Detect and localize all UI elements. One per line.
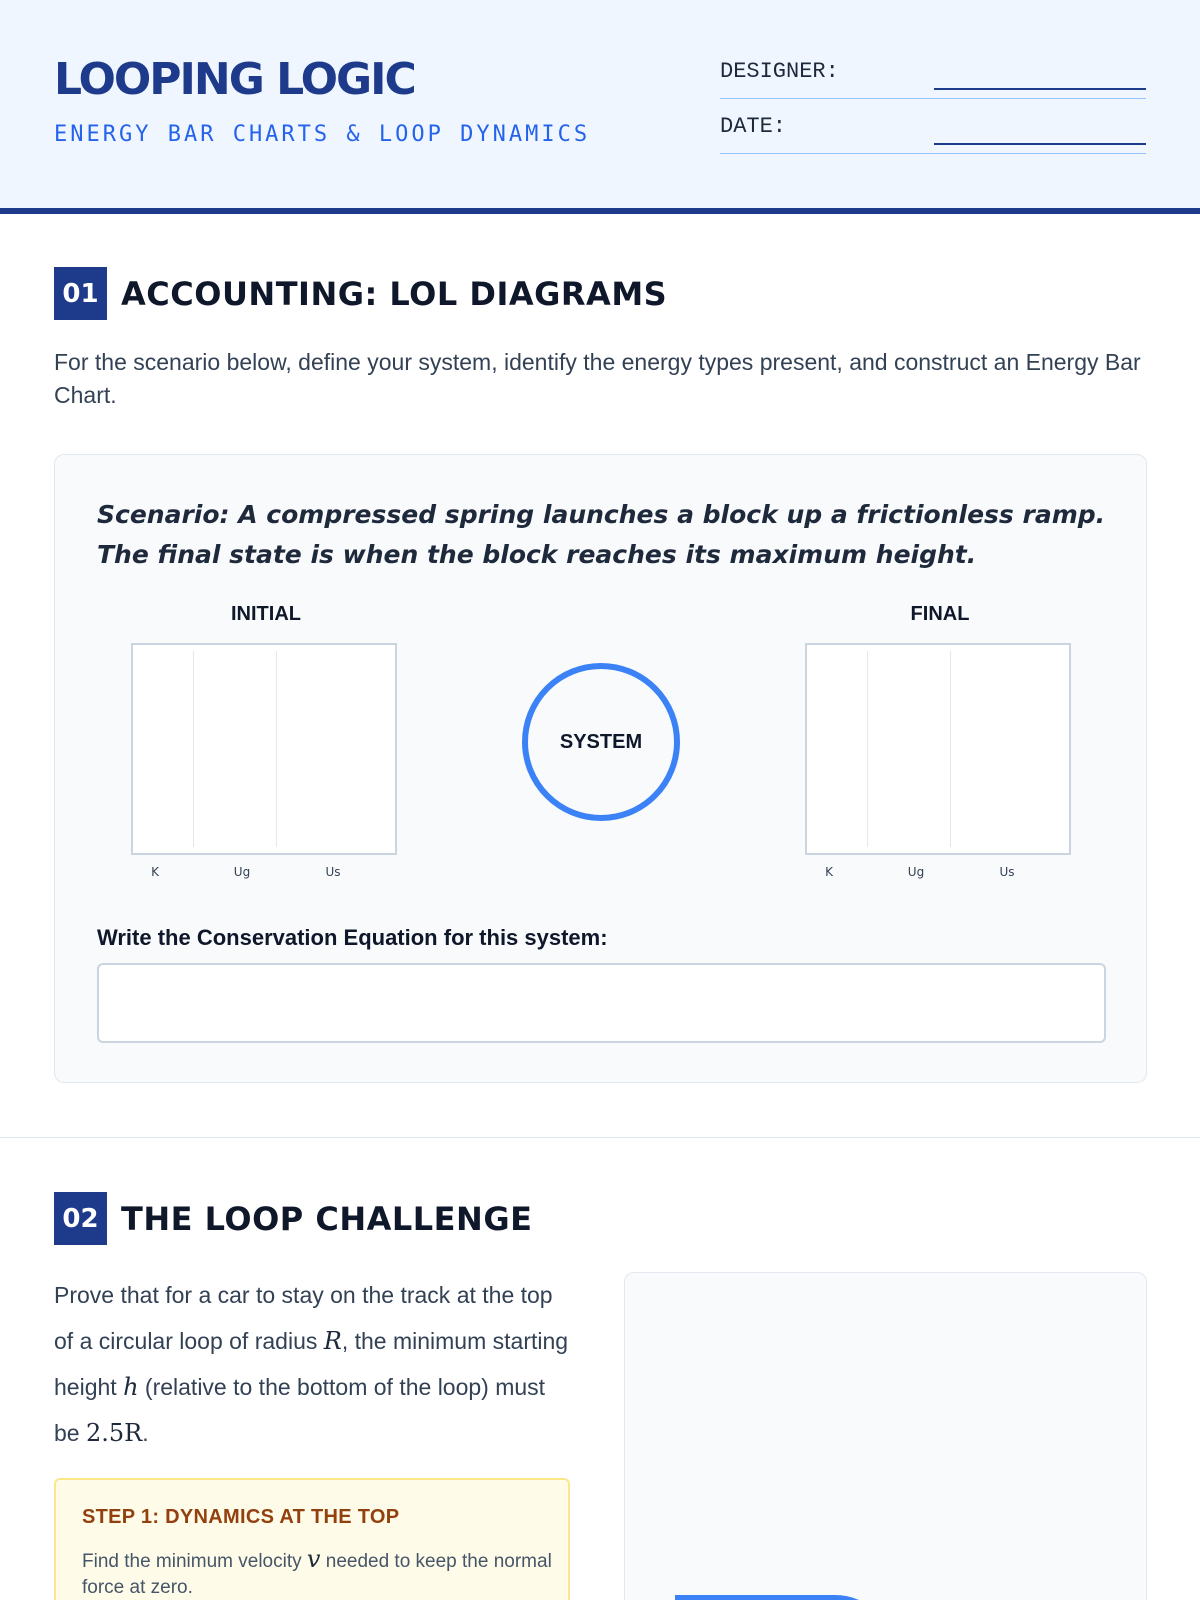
designer-blank[interactable] (934, 88, 1146, 90)
designer-label: DESIGNER: (720, 59, 839, 84)
initial-tick-ug: Ug (233, 865, 251, 879)
loop-prove-text (54, 1272, 574, 1456)
system-circle (522, 663, 680, 821)
final-tick-k: K (825, 865, 833, 879)
section-2-title: THE LOOP CHALLENGE (121, 1200, 533, 1238)
section-1-title: ACCOUNTING: LOL DIAGRAMS (121, 275, 668, 313)
loop-track-shape (675, 1595, 895, 1600)
scenario-text: Scenario: A compressed spring launches a block up a frictionless ramp. The final state is when the block reaches its maximum height. (97, 500, 1106, 569)
section-1-number: 01 (54, 267, 107, 320)
loop-diagram-panel (624, 1272, 1147, 1600)
height-symbol: h (123, 1373, 139, 1401)
final-chart-label: FINAL (910, 603, 970, 625)
step-1-box (54, 1478, 570, 1600)
chart-divider (193, 651, 194, 847)
min-height-expression: 2.5R (85, 1419, 143, 1447)
chart-divider (867, 651, 868, 847)
section-2-number: 02 (54, 1192, 107, 1245)
initial-tick-us: Us (325, 865, 341, 879)
system-label: SYSTEM (559, 730, 643, 753)
date-row (720, 110, 1146, 154)
step-1-text (82, 1546, 552, 1600)
prove-text-part: . (142, 1420, 149, 1446)
step-text-part: needed to keep the normal force at zero. (82, 1551, 552, 1598)
worksheet-title: LOOPING LOGIC (54, 54, 415, 105)
date-blank[interactable] (934, 143, 1146, 145)
scenario-card (54, 454, 1147, 1083)
date-label: DATE: (720, 114, 787, 139)
chart-divider (950, 651, 951, 847)
final-tick-us: Us (999, 865, 1015, 879)
initial-tick-k: K (151, 865, 159, 879)
velocity-symbol: v (306, 1545, 321, 1573)
equation-label: Write the Conservation Equation for this system: (97, 925, 608, 950)
step-1-title: STEP 1: DYNAMICS AT THE TOP (82, 1506, 400, 1528)
section-divider (0, 1137, 1200, 1138)
worksheet-header (0, 0, 1200, 214)
conservation-equation-input[interactable] (97, 963, 1106, 1043)
radius-symbol: R (323, 1327, 342, 1355)
worksheet-subtitle: ENERGY BAR CHARTS & LOOP DYNAMICS (54, 122, 591, 147)
initial-bar-chart[interactable] (131, 643, 397, 855)
step-text-part: Find the minimum velocity (82, 1551, 307, 1572)
chart-divider (276, 651, 277, 847)
initial-chart-label: INITIAL (231, 603, 301, 625)
designer-row (720, 55, 1146, 99)
prove-text-part: (relative to the bottom of the loop) must be (54, 1374, 546, 1446)
section-1-intro: For the scenario below, define your system, identify the energy types present, and construct an Energy Bar Chart. (54, 349, 1141, 408)
final-tick-ug: Ug (907, 865, 925, 879)
prove-text-part: Prove that for a car to stay on the track at the top of a circular loop of radius (54, 1282, 553, 1354)
final-bar-chart[interactable] (805, 643, 1071, 855)
prove-text-part: , the minimum starting height (54, 1328, 569, 1400)
